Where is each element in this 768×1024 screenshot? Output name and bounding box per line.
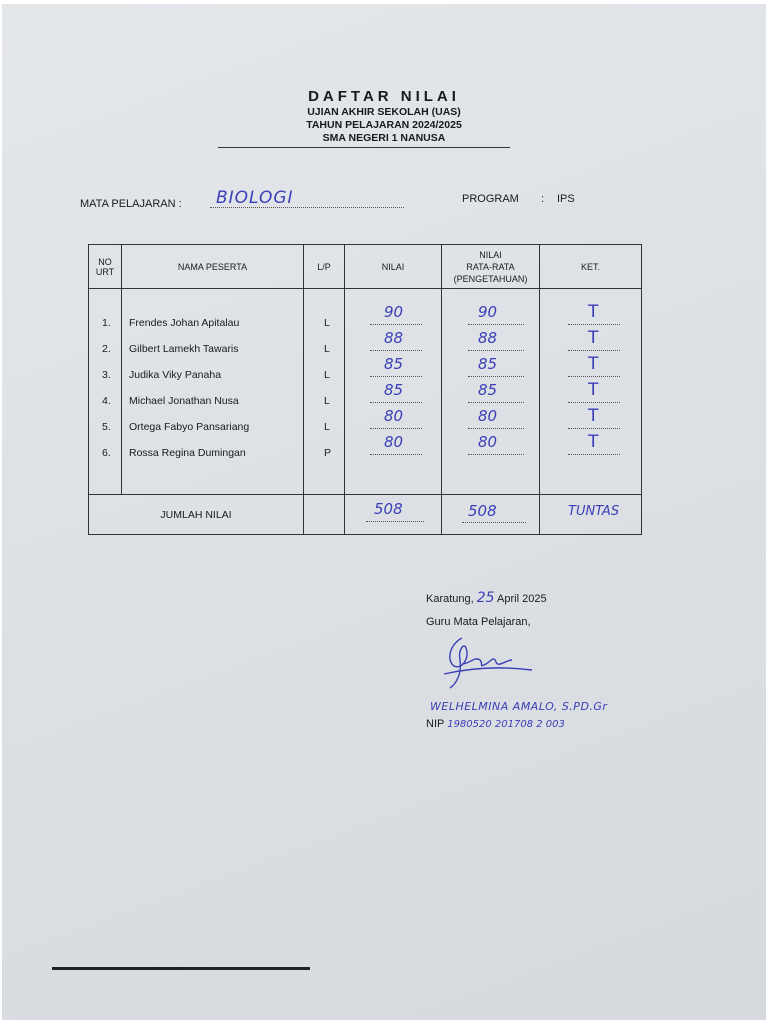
row-ket-dotted (568, 350, 620, 351)
row-average: 80 (478, 407, 498, 425)
row-average-dotted (468, 376, 524, 377)
row-average: 85 (478, 355, 498, 373)
row-student-name: Gilbert Lamekh Tawaris (129, 343, 239, 355)
subject-dotted-line (210, 207, 404, 208)
row-student-name: Rossa Regina Dumingan (129, 447, 246, 459)
row-number: 1. (102, 317, 111, 329)
date-month-year: April 2025 (497, 593, 547, 605)
header-no (89, 245, 122, 289)
row-gender: L (324, 369, 330, 381)
document-title: DAFTAR NILAI (308, 88, 460, 105)
nip-line (426, 718, 565, 730)
row-ket: T (588, 406, 599, 426)
nip-label: NIP (426, 718, 445, 730)
row-nilai: 80 (384, 433, 404, 451)
row-ket: T (588, 328, 599, 348)
total-nilai: 508 (374, 500, 403, 518)
row-ket: T (588, 354, 599, 374)
row-gender: L (324, 343, 330, 355)
total-ket: TUNTAS (568, 504, 620, 519)
row-number: 6. (102, 447, 111, 459)
total-average: 508 (468, 502, 497, 520)
place-date (426, 590, 547, 606)
row-nilai-dotted (370, 350, 422, 351)
header-average-line3: (PENGETAHUAN) (453, 273, 528, 284)
row-nilai-dotted (370, 324, 422, 325)
row-nilai-dotted (370, 402, 422, 403)
header-average-line1: NILAI (479, 249, 502, 260)
row-ket-dotted (568, 324, 620, 325)
header-ket: KET. (540, 245, 642, 289)
row-student-name: Judika Viky Panaha (129, 369, 222, 381)
row-nilai-dotted (370, 376, 422, 377)
row-student-name: Ortega Fabyo Pansariang (129, 421, 250, 433)
row-gender: L (324, 317, 330, 329)
date-day: 25 (476, 590, 495, 606)
row-average: 85 (478, 381, 498, 399)
program-separator: : (541, 193, 545, 205)
row-number: 2. (102, 343, 111, 355)
grades-table (88, 244, 642, 535)
subject-label: MATA PELAJARAN : (80, 198, 182, 210)
signature (440, 630, 540, 692)
program-value: IPS (557, 193, 575, 205)
nip-value: 1980520 201708 2 003 (447, 719, 565, 730)
row-average: 88 (478, 329, 498, 347)
row-nilai: 90 (384, 303, 404, 321)
row-average-dotted (468, 350, 524, 351)
row-average-dotted (468, 402, 524, 403)
row-student-name: Frendes Johan Apitalau (129, 317, 240, 329)
row-average-dotted (468, 324, 524, 325)
header-average (442, 245, 540, 289)
total-label: JUMLAH NILAI (89, 495, 304, 535)
header-name: NAMA PESERTA (122, 245, 304, 289)
row-average-dotted (468, 454, 524, 455)
row-ket: T (588, 432, 599, 452)
row-nilai-dotted (370, 454, 422, 455)
row-gender: L (324, 421, 330, 433)
row-ket-dotted (568, 402, 620, 403)
total-row (89, 495, 642, 535)
row-average: 80 (478, 433, 498, 451)
row-average-dotted (468, 428, 524, 429)
place-prefix: Karatung, (426, 593, 474, 605)
row-gender: P (324, 447, 332, 459)
row-number: 4. (102, 395, 111, 407)
header-average-line2: RATA-RATA (466, 261, 515, 272)
teacher-role: Guru Mata Pelajaran, (426, 616, 531, 628)
header-no-line1: NO (98, 256, 112, 267)
row-nilai: 85 (384, 355, 404, 373)
row-ket-dotted (568, 454, 620, 455)
row-number: 3. (102, 369, 111, 381)
row-average: 90 (478, 303, 498, 321)
page-edge-line (52, 967, 310, 970)
row-nilai: 85 (384, 381, 404, 399)
row-ket-dotted (568, 376, 620, 377)
header-underline (218, 147, 510, 148)
row-student-name: Michael Jonathan Nusa (129, 395, 239, 407)
header-nilai: NILAI (345, 245, 442, 289)
row-nilai-dotted (370, 428, 422, 429)
header-no-line2: URT (95, 266, 115, 277)
school-name: SMA NEGERI 1 NANUSA (322, 132, 446, 144)
total-average-dotted (462, 522, 526, 523)
academic-year: TAHUN PELAJARAN 2024/2025 (306, 119, 462, 131)
exam-name: UJIAN AKHIR SEKOLAH (UAS) (307, 106, 461, 118)
row-ket: T (588, 302, 599, 322)
row-gender: L (324, 395, 330, 407)
row-nilai: 80 (384, 407, 404, 425)
program-label: PROGRAM (462, 193, 519, 205)
teacher-name: WELHELMINA AMALO, S.PD.Gr (430, 700, 608, 713)
row-number: 5. (102, 421, 111, 433)
row-nilai: 88 (384, 329, 404, 347)
subject-value: BIOLOGI (216, 188, 294, 208)
row-ket: T (588, 380, 599, 400)
header-lp: L/P (304, 245, 345, 289)
total-nilai-dotted (366, 521, 424, 522)
row-ket-dotted (568, 428, 620, 429)
